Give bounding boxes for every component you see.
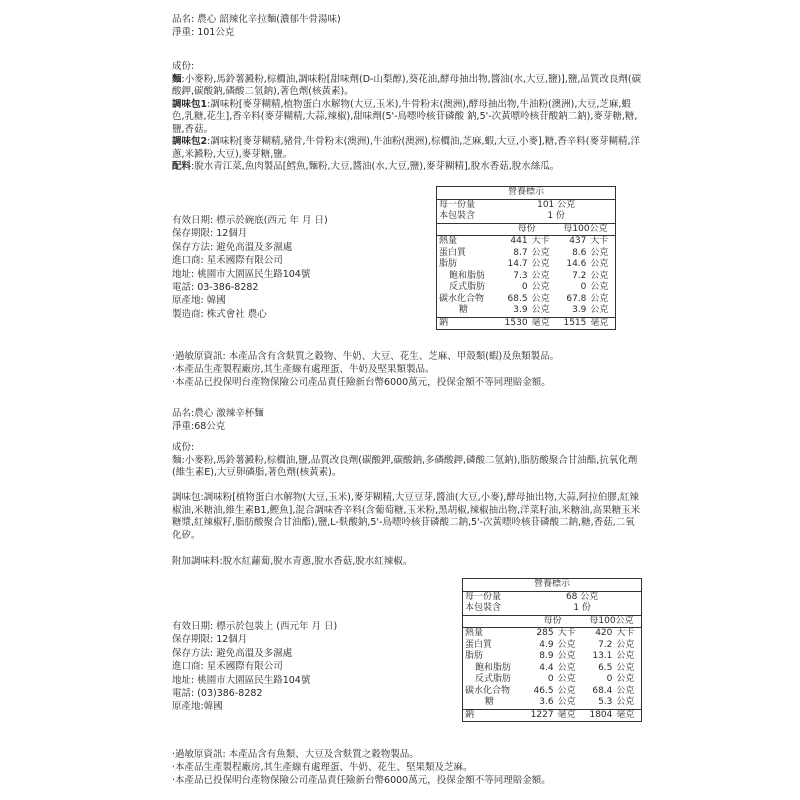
product2-ingredients xyxy=(172,442,642,480)
note-facility: ‧本產品生產製程廠房,其生產線有處理蛋、牛奶、花生、堅果類及芝麻。 xyxy=(172,762,473,773)
nutrient-row xyxy=(437,248,616,260)
per-100g-value: 0 xyxy=(580,282,587,292)
per-100g-unit: 公克 xyxy=(614,686,641,698)
per-serving-value: 8.7 xyxy=(513,247,528,258)
nutrient-row xyxy=(463,674,642,686)
per-100g-value: 3.9 xyxy=(572,305,587,315)
note-facility: ‧本產品生產製程廠房,其生產線有處理蛋、牛奶及堅果類製品。 xyxy=(172,364,435,375)
ingredients-heading: 成份: xyxy=(172,61,195,72)
serving-value: 101 公克 xyxy=(497,199,615,211)
per-serving-unit: 公克 xyxy=(557,662,576,673)
serving-value: 68 公克 xyxy=(523,591,641,603)
per-100g-value: 7.2 xyxy=(598,639,613,650)
nutrient-row xyxy=(437,305,616,317)
product1-notes xyxy=(172,350,559,389)
per-serving-unit: 公克 xyxy=(531,282,550,292)
per-100g-value: 67.8 xyxy=(566,293,587,304)
per-100g-unit: 公克 xyxy=(588,271,615,283)
per-100g-unit: 公克 xyxy=(614,674,641,686)
per-serving-value: 285 xyxy=(523,628,555,640)
per-100g-unit: 公克 xyxy=(588,248,615,260)
ingredient-seasoning-2: 調味包2:調味粉[麥芽糊精,豬骨,牛骨粉末(澳洲),牛油粉(澳洲),棕櫚油,芝麻,蝦,大豆,小麥],糖,香辛料(麥芽糊精,洋蔥,米澱粉,大豆),麥芽糖,鹽。 xyxy=(172,136,640,160)
per-serving-unit: 毫克 xyxy=(556,709,582,722)
per-100g-value: 1804 xyxy=(582,709,614,722)
product2-nutrition-table xyxy=(462,578,642,722)
product1-ingredients xyxy=(172,61,642,174)
nutrient-row xyxy=(437,271,616,283)
per-100g-unit: 大卡 xyxy=(588,236,615,248)
per-serving-unit: 公克 xyxy=(557,674,576,684)
per-100g-value: 1515 xyxy=(556,317,588,330)
per-serving-value: 46.5 xyxy=(533,685,554,696)
per-serving-unit: 大卡 xyxy=(556,628,582,640)
per-100g-unit: 公克 xyxy=(614,651,641,663)
nutrient-row xyxy=(463,697,642,709)
nutrient-name: 糖 xyxy=(463,697,524,709)
per-100g-unit: 公克 xyxy=(588,305,615,317)
per-100g-unit: 公克 xyxy=(614,697,641,709)
column-per-100g: 每100公克 xyxy=(556,223,615,236)
note-insurance: ‧本產品已投保明台產物保險公司產品責任險新台幣6000萬元，投保金額不等同理賠金額。 xyxy=(172,377,551,388)
product2-garnish xyxy=(172,556,642,569)
per-serving-unit: 公克 xyxy=(531,259,550,269)
serving-label: 每一份量 xyxy=(463,591,524,603)
per-serving-unit: 公克 xyxy=(557,685,576,696)
ingredient-seasoning-1: 調味包1:調味粉[麥芽糊精,植物蛋白水解物(大豆,玉米),牛骨粉末(澳洲),酵母抽出物,牛油粉(澳洲),大豆,芝麻,蝦色,乳糖,花生],香辛料(麥芽糊精,大蒜,辣椒),甜味劑(5'-鳥嘌呤核苷磷酸 鈉,5'-次黃嘌呤核苷酸鈉二鈉),麥芽糖,糖,鹽,香菇。 xyxy=(172,98,638,135)
per-serving-value: 8.9 xyxy=(539,651,554,661)
nutrient-name: 糖 xyxy=(437,305,498,317)
nutrient-name: 反式脂肪 xyxy=(463,674,524,686)
per-serving-unit: 公克 xyxy=(531,305,550,315)
info-line: 保存方法: 避免高溫及多濕處 xyxy=(172,647,293,659)
nutrient-row xyxy=(437,282,616,294)
nutrition-title: 營養標示 xyxy=(463,579,642,592)
per-100g-unit: 公克 xyxy=(614,640,641,652)
product2-weight: 淨重:68公克 xyxy=(172,420,226,432)
nutrient-row xyxy=(437,317,616,330)
nutrient-name: 熱量 xyxy=(463,628,524,640)
per-100g-value: 0 xyxy=(606,674,613,684)
note-allergen: ‧過敏原資訊: 本產品含有魚類、大豆及含麩質之穀物製品。 xyxy=(172,749,419,760)
info-line: 地址: 桃園市大園區民生路104號 xyxy=(172,674,311,686)
per-100g-value: 13.1 xyxy=(592,651,613,661)
ingredients-heading: 成份: xyxy=(172,442,195,453)
info-line: 有效日期: 標示於碗底(西元 年 月 日) xyxy=(172,215,328,226)
servings-label: 本包裝含 xyxy=(437,211,498,223)
column-per-100g: 每100公克 xyxy=(582,615,641,628)
nutrient-row xyxy=(463,686,642,698)
ingredient-garnish: 附加調味料:脫水紅蘿蔔,脫水青蔥,脫水香菇,脫水紅辣椒。 xyxy=(172,556,413,567)
servings-label: 本包裝含 xyxy=(463,603,524,615)
nutrient-row xyxy=(437,294,616,306)
per-serving-unit: 公克 xyxy=(557,697,576,707)
per-100g-unit: 公克 xyxy=(588,259,615,271)
per-serving-value: 441 xyxy=(497,236,529,248)
per-serving-unit: 公克 xyxy=(557,639,576,650)
info-line: 保存方法: 避免高溫及多濕處 xyxy=(172,241,293,253)
nutrient-name: 脂肪 xyxy=(437,259,498,271)
nutrient-row xyxy=(463,663,642,675)
column-per-serving: 每份 xyxy=(523,615,582,628)
column-per-serving: 每份 xyxy=(497,223,556,236)
nutrient-row xyxy=(463,628,642,640)
per-100g-value: 420 xyxy=(582,628,614,640)
per-100g-unit: 公克 xyxy=(614,663,641,675)
per-serving-value: 3.6 xyxy=(539,697,554,707)
per-serving-value: 1227 xyxy=(523,709,555,722)
info-line: 保存期限: 12個月 xyxy=(172,634,248,646)
per-100g-value: 5.3 xyxy=(598,697,613,707)
per-100g-value: 8.6 xyxy=(572,247,587,258)
info-line: 有效日期: 標示於包裝上 (西元年 月 日) xyxy=(172,621,338,632)
nutrition-title: 營養標示 xyxy=(437,187,616,200)
per-serving-value: 4.4 xyxy=(539,662,554,673)
nutrient-name: 蛋白質 xyxy=(463,640,524,652)
product2-notes xyxy=(172,748,551,787)
product1-weight: 淨重: 101公克 xyxy=(172,26,235,38)
per-serving-value: 7.3 xyxy=(513,270,528,281)
nutrient-row xyxy=(463,709,642,722)
info-line: 進口商: 星禾國際有限公司 xyxy=(172,661,283,673)
per-serving-value: 3.9 xyxy=(513,305,528,315)
info-line: 原產地: 韓國 xyxy=(172,295,226,307)
nutrient-name: 碳水化合物 xyxy=(463,686,524,698)
per-100g-value: 437 xyxy=(556,236,588,248)
per-100g-unit: 毫克 xyxy=(614,709,641,722)
product1-name: 品名: 農心 韶辣化辛拉麵(濃郁牛骨湯味) xyxy=(172,14,341,25)
product1-header xyxy=(172,14,642,39)
per-serving-value: 68.5 xyxy=(507,293,528,304)
per-serving-unit: 公克 xyxy=(557,651,576,661)
per-serving-value: 1530 xyxy=(497,317,529,330)
nutrient-name: 鈉 xyxy=(463,709,524,722)
servings-value: 1 份 xyxy=(523,603,641,615)
nutrient-name: 鈉 xyxy=(437,317,498,330)
per-100g-value: 7.2 xyxy=(572,270,587,281)
nutrient-name: 熱量 xyxy=(437,236,498,248)
info-line: 電話: (03)386-8282 xyxy=(172,688,263,700)
nutrient-name: 脂肪 xyxy=(463,651,524,663)
per-serving-value: 0 xyxy=(547,674,554,684)
per-serving-unit: 大卡 xyxy=(530,236,556,248)
per-100g-value: 6.5 xyxy=(598,662,613,673)
info-line: 保存期限: 12個月 xyxy=(172,228,248,240)
nutrient-name: 碳水化合物 xyxy=(437,294,498,306)
per-100g-value: 14.6 xyxy=(566,259,587,269)
per-100g-unit: 大卡 xyxy=(614,628,641,640)
product1-info xyxy=(172,214,328,321)
per-100g-unit: 毫克 xyxy=(588,317,615,330)
note-insurance: ‧本產品已投保明台產物保險公司產品責任險新台幣6000萬元，投保金額不等同理賠金額。 xyxy=(172,775,551,786)
product2-seasoning xyxy=(172,492,642,542)
nutrient-row xyxy=(437,259,616,271)
info-line: 製造商: 株式會社 農心 xyxy=(172,308,267,320)
product2-name: 品名:農心 激辣辛杯麵 xyxy=(172,408,264,419)
nutrient-row xyxy=(463,651,642,663)
per-serving-unit: 公克 xyxy=(531,247,550,258)
per-serving-value: 14.7 xyxy=(507,259,528,269)
ingredient-seasoning: 調味包:調味粉[植物蛋白水解物(大豆,玉米),麥芽糊精,大豆豆芽,醬油(大豆,小麥),酵母抽出物,大蒜,阿拉伯膠,紅辣椒油,米糖油,維生素B1,鰹魚],混合調味香辛料(含葡萄糖,玉米粉,黑胡椒,辣椒抽出物,洋菜籽油,米糖油,高果糖玉米糖漿,紅辣椒籽,脂肪酸聚合甘油酯),鹽,L-麩酸鈉,5'-鳥嘌呤核苷磷酸二鈉,5'-次黃嘌呤核苷磷酸二鈉,糖,香菇,二氧化矽。 xyxy=(172,492,641,541)
ingredient-noodle: 麵:小麥粉,馬鈴薯澱粉,棕櫚油,鹽,品質改良劑(碳酸鉀,碳酸鈉,多磷酸鉀,磷酸二氫鈉),脂肪酸聚合甘油酯,抗氧化劑(維生素E),大豆卵磷脂,著色劑(核黃素)。 xyxy=(172,454,638,478)
product2-header xyxy=(172,408,642,433)
per-serving-value: 0 xyxy=(521,282,528,292)
nutrient-name: 蛋白質 xyxy=(437,248,498,260)
nutrient-name: 反式脂肪 xyxy=(437,282,498,294)
per-100g-unit: 公克 xyxy=(588,294,615,306)
product2-info xyxy=(172,620,337,714)
note-allergen: ‧過敏原資訊: 本產品含有含麩質之穀物、牛奶、大豆、花生、芝麻、甲殼類(蝦)及魚類製品。 xyxy=(172,351,560,362)
ingredient-noodle: 麵:小麥粉,馬鈴薯澱粉,棕櫚油,調味粉[甜味劑(D-山梨醇),葵花油,酵母抽出物,醬油(水,大豆,鹽)],鹽,品質改良劑(碳酸鉀,碳酸鈉,磷酸二氫鈉),著色劑(核黃素)。 xyxy=(172,73,642,97)
per-serving-unit: 公克 xyxy=(531,293,550,304)
per-serving-unit: 公克 xyxy=(531,270,550,281)
per-serving-unit: 毫克 xyxy=(530,317,556,330)
per-serving-value: 4.9 xyxy=(539,639,554,650)
product1-nutrition-table xyxy=(436,186,616,330)
nutrient-name: 飽和脂肪 xyxy=(437,271,498,283)
nutrient-row xyxy=(437,236,616,248)
info-line: 進口商: 星禾國際有限公司 xyxy=(172,255,283,267)
serving-label: 每一份量 xyxy=(437,199,498,211)
ingredient-garnish: 配料:脫水青江菜,魚肉製品[鱈魚,麵粉,大豆,醬油(水,大豆,鹽),麥芽糊精],脫水香菇,脫水絲瓜。 xyxy=(172,161,560,172)
info-line: 電話: 03-386-8282 xyxy=(172,282,259,294)
per-100g-value: 68.4 xyxy=(592,685,613,696)
info-line: 原產地:韓國 xyxy=(172,701,223,713)
info-line: 地址: 桃園市大園區民生路104號 xyxy=(172,268,311,280)
servings-value: 1 份 xyxy=(497,211,615,223)
nutrient-row xyxy=(463,640,642,652)
nutrient-name: 飽和脂肪 xyxy=(463,663,524,675)
per-100g-unit: 公克 xyxy=(588,282,615,294)
